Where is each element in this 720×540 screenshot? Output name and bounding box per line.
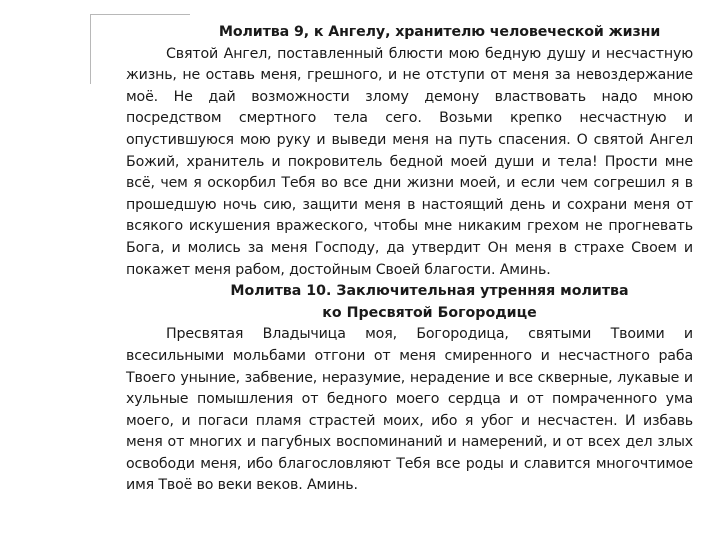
- prayer-10-title-line2: ко Пресвятой Богородице: [322, 304, 537, 321]
- prayer-9-title: Молитва 9, к Ангелу, хранителю человеческой жизни: [218, 24, 661, 40]
- prayer-10-text: Пресвятая Владычица моя, Богородица, святыми Твоими и всесильными мольбами отгони от меня смиренного и несчастного раба Твоего уныние, забвение, неразумие, нерадение и все скверные, лукавые и хульные помышления от бедного моего сердца и от помраченного ума моего, и погаси пламя страстей моих, ибо я убог и несчастен. И избавь меня от многих и пагубных воспоминаний и намерений, и от всех дел злых освободи меня, ибо благословляют Тебя все роды и славится многочтимое имя Твоё во веки веков. Аминь.: [126, 326, 693, 494]
- prayer-9-text: Святой Ангел, поставленный блюсти мою бедную душу и несчастную жизнь, не оставь меня, грешного, и не отступи от меня за невоздержание моё. Не дай возможности злому демону властвовать надо мною посредством смертного тела сего. Возьми крепко несчастную и опустившуюся мою руку и выведи меня на путь спасения. О святой Ангел Божий, хранитель и покровитель бедной моей души и тела! Прости мне всё, чем я оскорбил Тебя во все дни жизни моей, и если чем согрешил я в прошедшую ночь сию, защити меня в настоящий день и сохрани меня от всякого искушения вражеского, чтобы мне никаким грехом не прогневать Бога, и молись за меня Господу, да утвердит Он меня в страхе Своем и покажет меня рабом, достойным Своей благости. Аминь.: [126, 45, 693, 278]
- prayer-text-block: [126, 22, 693, 497]
- decorative-vertical-rule: [90, 14, 91, 84]
- decorative-horizontal-rule: [90, 14, 190, 15]
- prayer-10-title-line1: Молитва 10. Заключительная утренняя молитва: [230, 283, 629, 300]
